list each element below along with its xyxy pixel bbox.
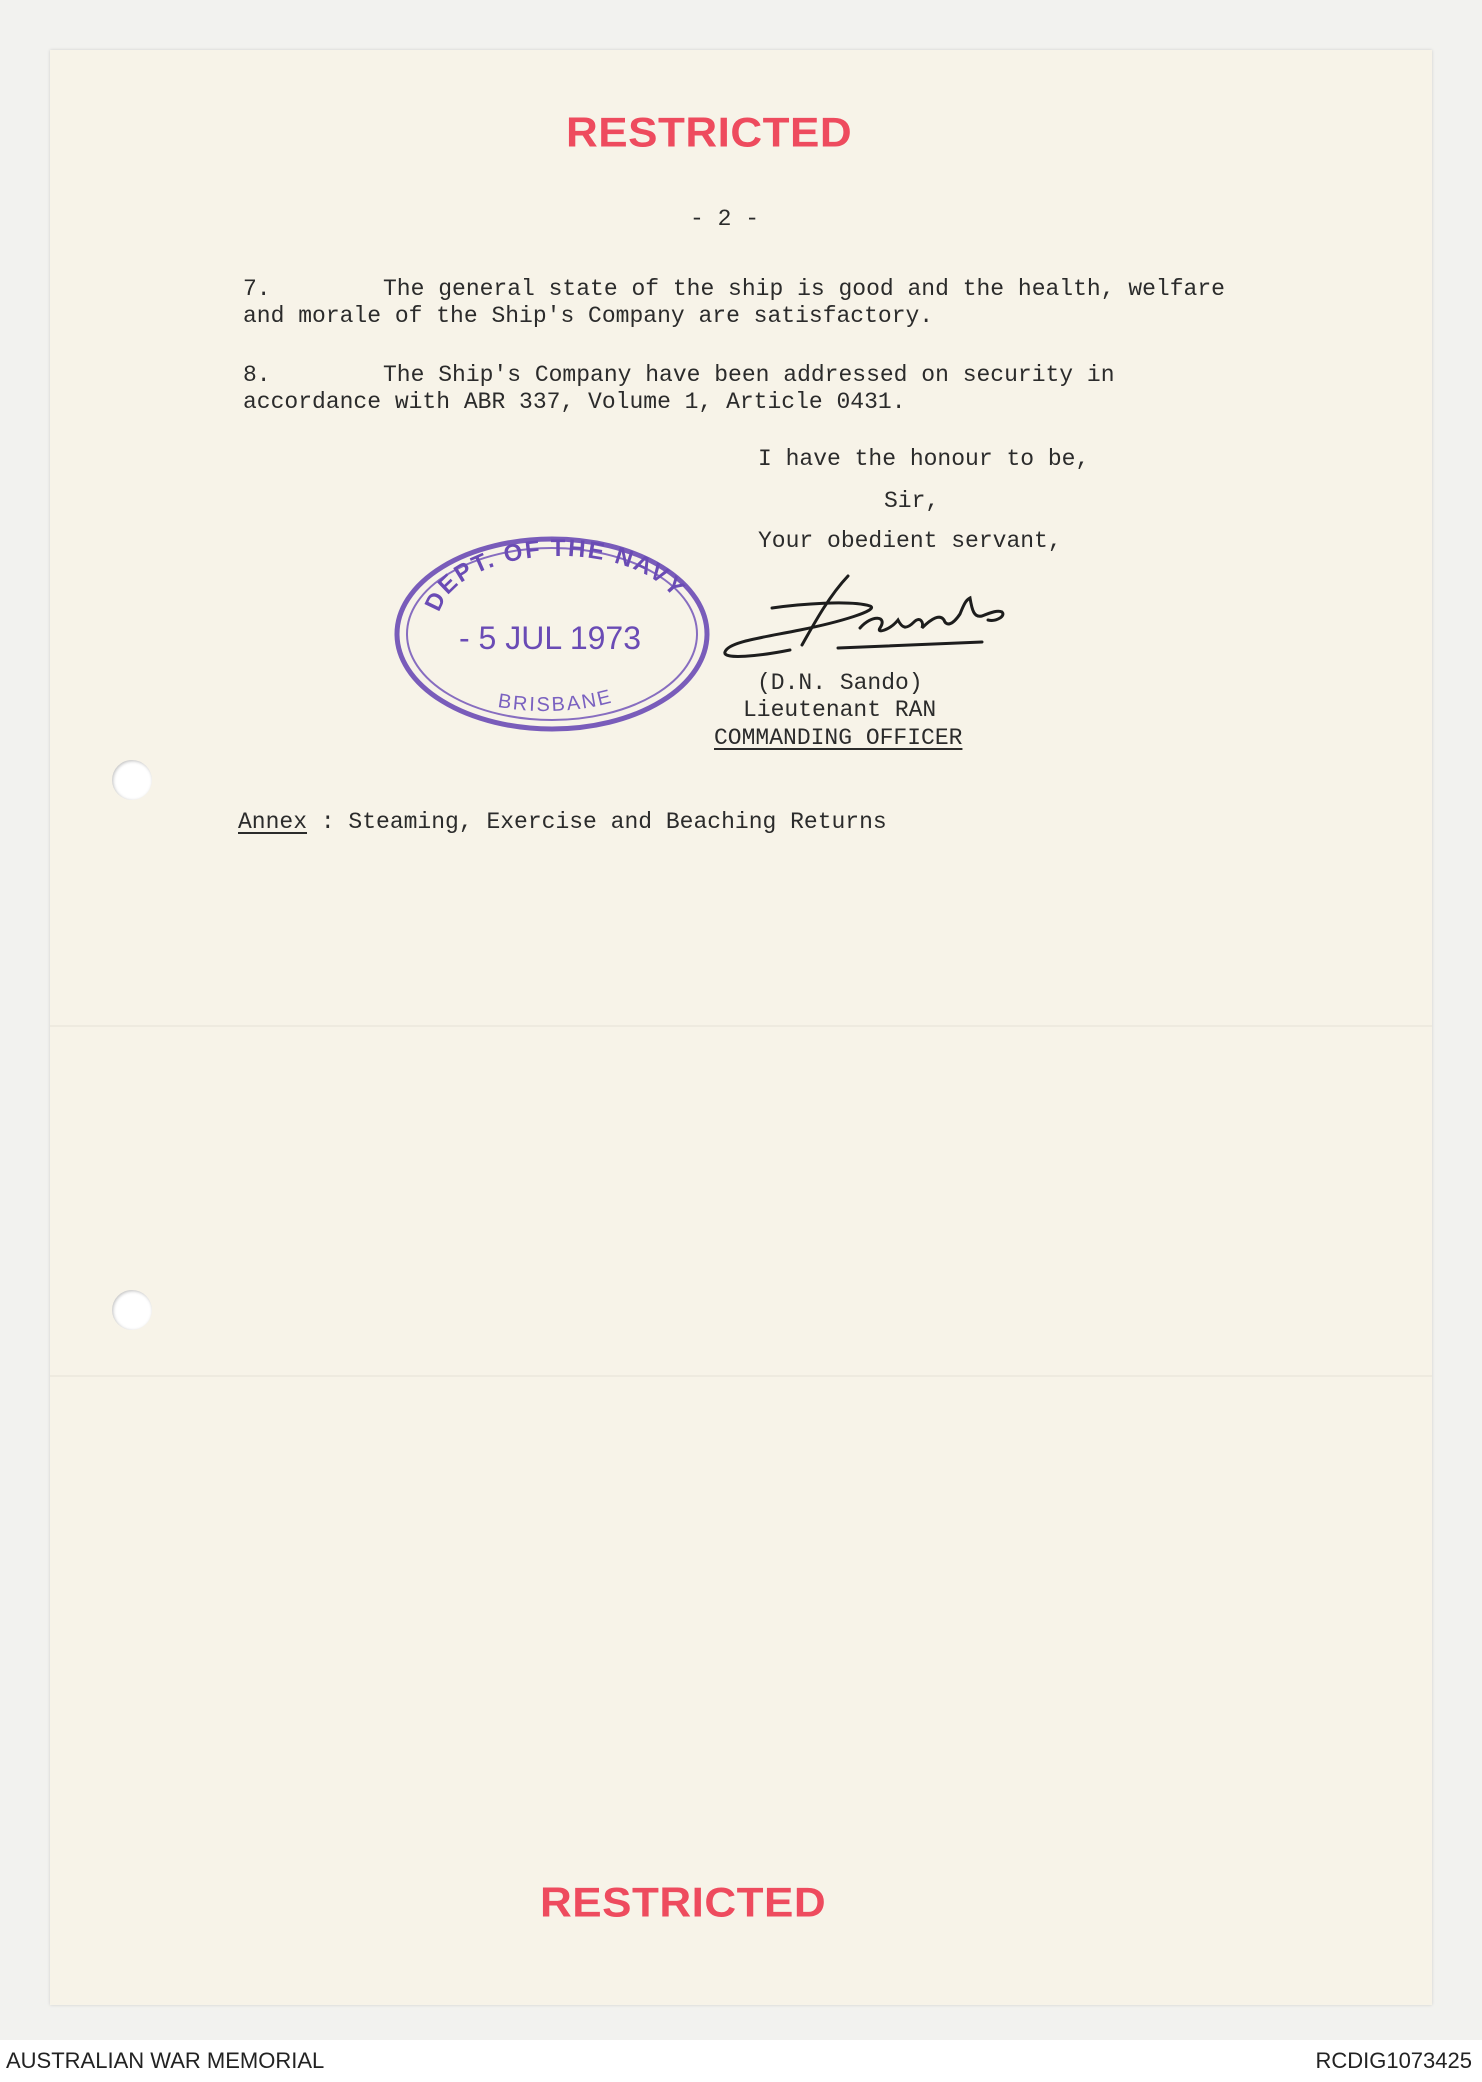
- document-page: [50, 50, 1432, 2005]
- paragraph-line: accordance with ABR 337, Volume 1, Article 0431.: [243, 389, 906, 415]
- footer-id: RCDIG1073425: [1315, 2048, 1472, 2073]
- paragraph-line: and morale of the Ship's Company are satisfactory.: [243, 303, 934, 329]
- paragraph-number: 8.: [243, 362, 271, 388]
- handwritten-signature: [720, 570, 1020, 665]
- signatory-name: (D.N. Sando): [757, 670, 923, 696]
- closing-salutation: Sir,: [884, 488, 940, 514]
- punch-hole: [112, 760, 152, 800]
- restricted-stamp-bottom: RESTRICTED: [540, 1879, 827, 1926]
- annex-label: Annex: [238, 809, 308, 835]
- paper-fold: [50, 1375, 1432, 1377]
- footer-source: AUSTRALIAN WAR MEMORIAL: [6, 2048, 325, 2073]
- annex-text: : Steaming, Exercise and Beaching Returns: [307, 809, 887, 835]
- paragraph-line: The Ship's Company have been addressed on security in: [383, 362, 1115, 388]
- signatory-rank: Lieutenant RAN: [743, 697, 937, 723]
- page-number: - 2 -: [690, 206, 760, 232]
- annex-line: [238, 809, 887, 836]
- restricted-stamp-top: RESTRICTED: [566, 109, 853, 156]
- paragraph-line: The general state of the ship is good and the health, welfare: [383, 276, 1225, 302]
- paragraph-number: 7.: [243, 276, 271, 302]
- signatory-title: COMMANDING OFFICER: [714, 725, 963, 751]
- closing-line: I have the honour to be,: [758, 446, 1090, 472]
- paper-fold: [50, 1025, 1432, 1027]
- stamp-top-text: DEPT. OF THE NAVY: [419, 534, 691, 616]
- punch-hole: [112, 1290, 152, 1330]
- stamp-date: - 5 JUL 1973: [458, 620, 642, 656]
- stamp-bottom-text: BRISBANE: [496, 685, 615, 717]
- closing-line: Your obedient servant,: [758, 528, 1062, 554]
- navy-date-stamp: [390, 532, 720, 737]
